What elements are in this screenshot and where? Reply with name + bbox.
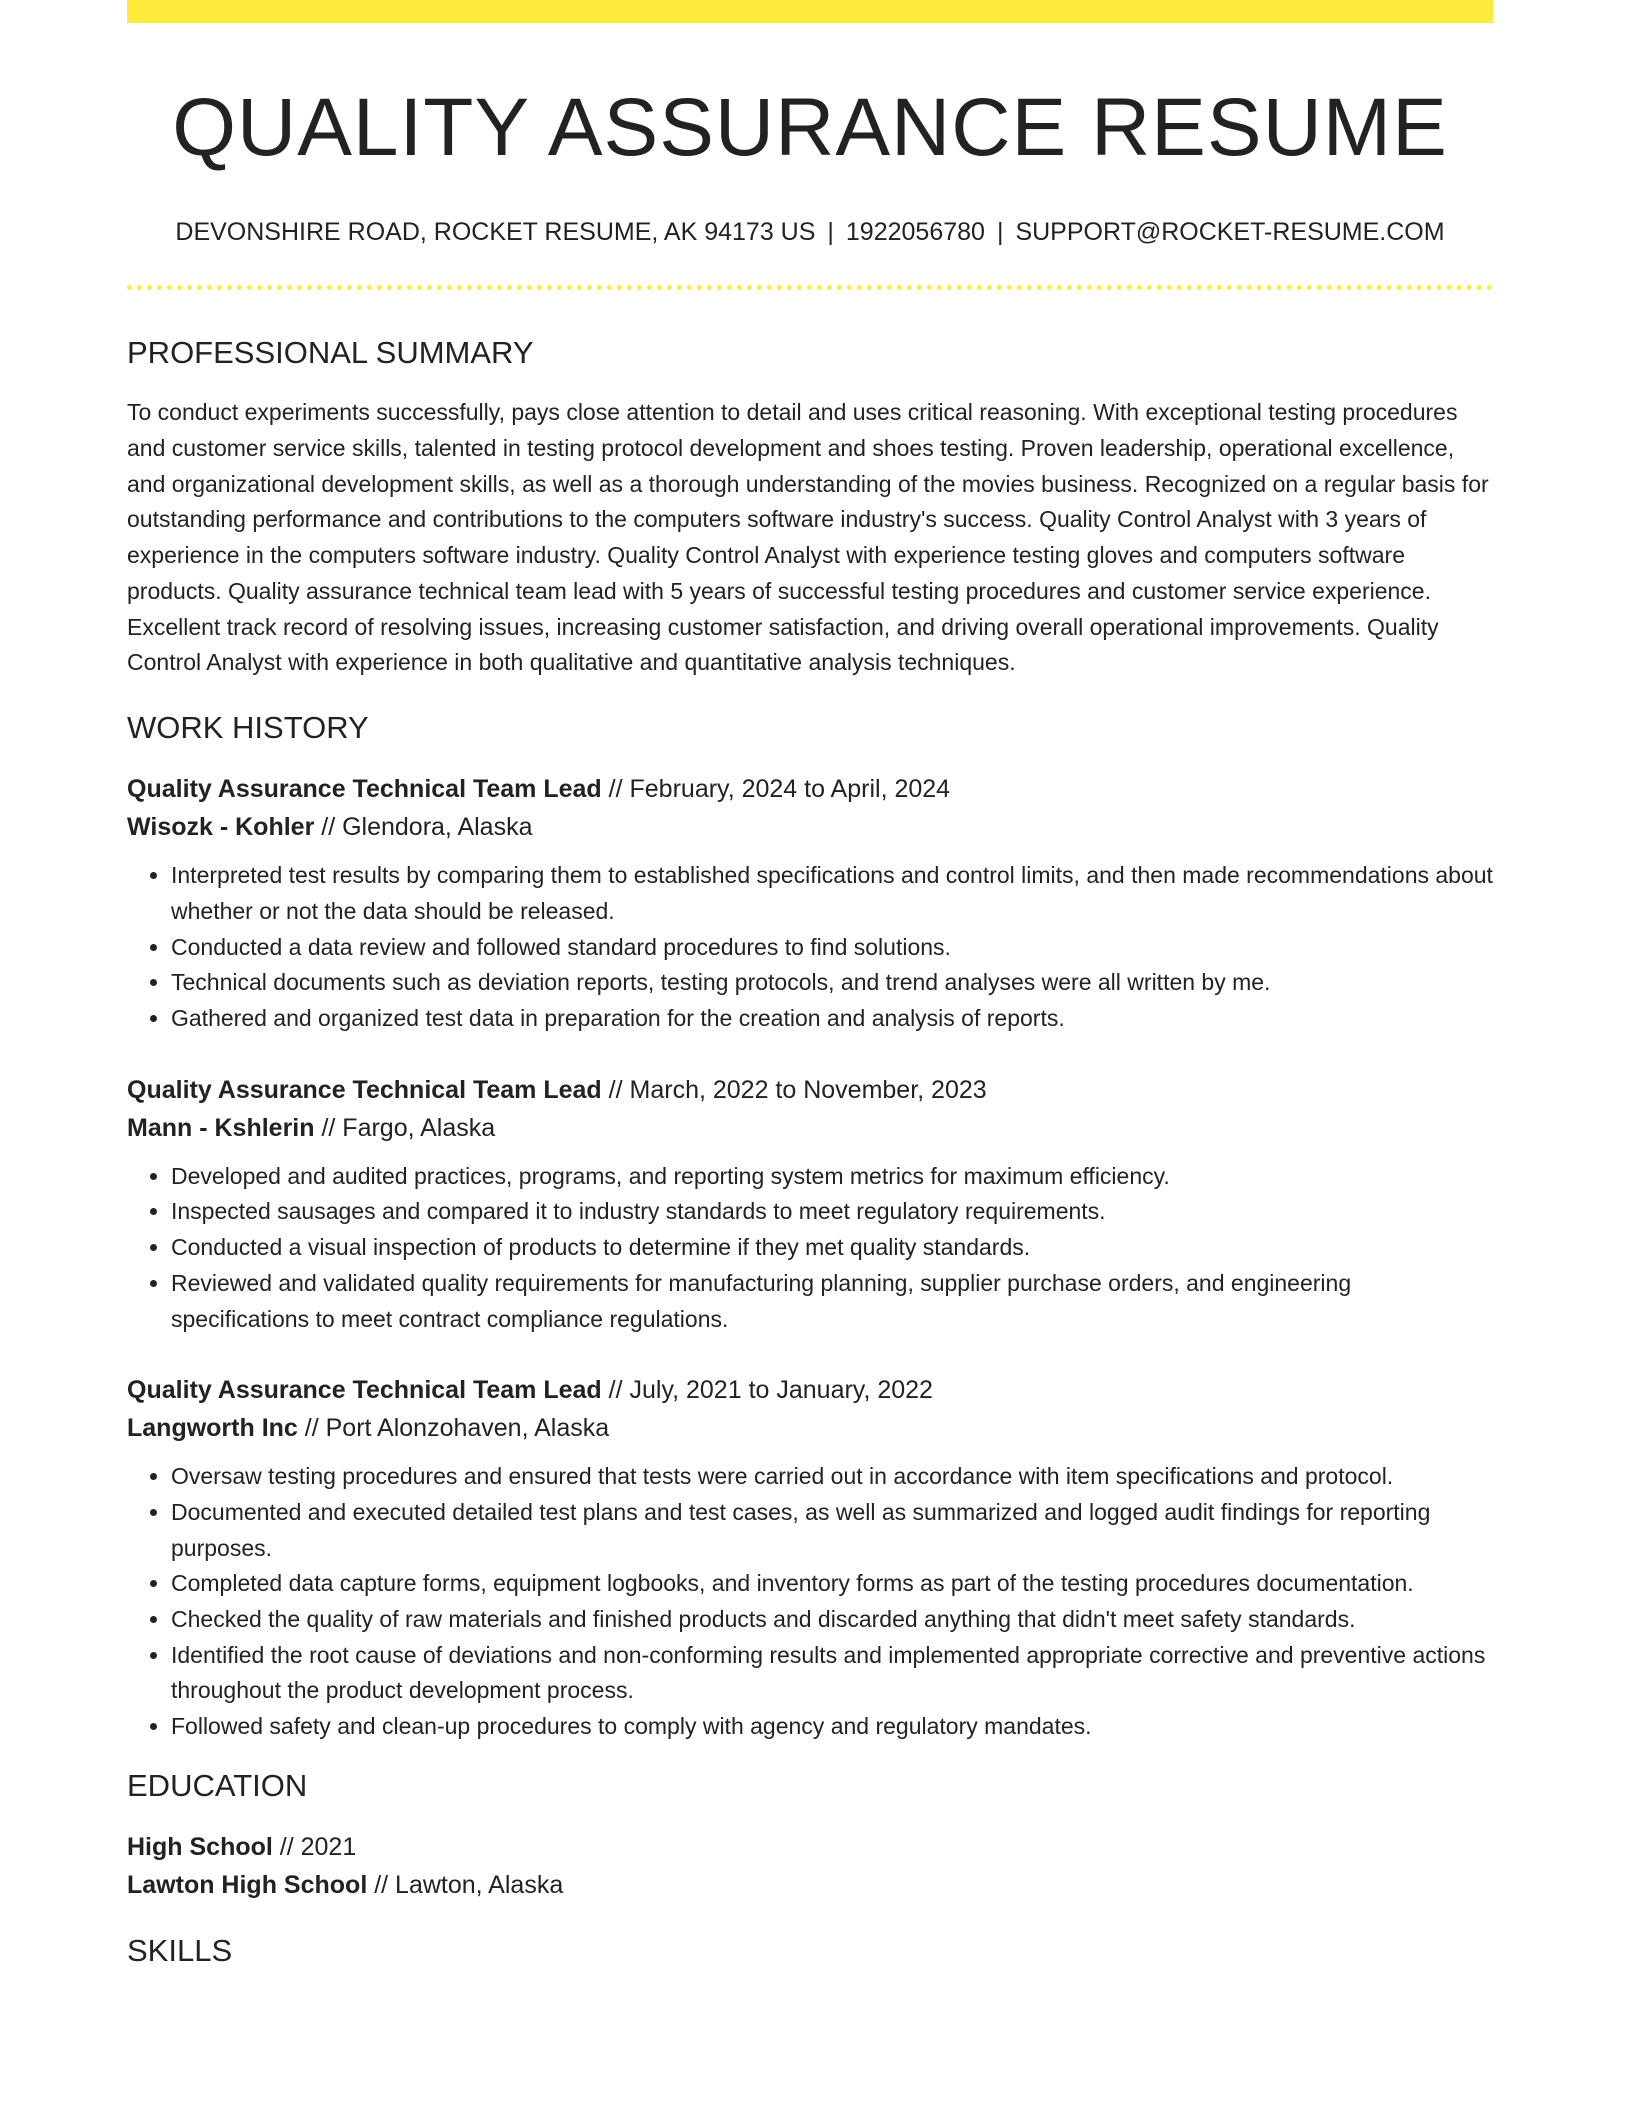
- job-dates: // February, 2024 to April, 2024: [608, 775, 951, 804]
- job-company-line: [127, 1409, 1493, 1447]
- job-bullet: • Interpreted test results by comparing them to established specifications and control limits, and then made recommendations about whether or not the data should be released.: [171, 858, 1493, 929]
- job-bullet: • Reviewed and validated quality requirements for manufacturing planning, supplier purchase orders, and engineering specifications to meet contract compliance regulations.: [171, 1266, 1493, 1337]
- job-title: Quality Assurance Technical Team Lead: [127, 775, 602, 804]
- contact-separator: |: [827, 218, 834, 247]
- resume-page: [127, 0, 1493, 1969]
- job-location: // Glendora, Alaska: [321, 813, 533, 842]
- job-location: // Port Alonzohaven, Alaska: [304, 1414, 610, 1443]
- job-company: Langworth Inc: [127, 1414, 298, 1443]
- job-bullets: [127, 1459, 1493, 1745]
- resume-title: QUALITY ASSURANCE RESUME: [172, 82, 1448, 173]
- job-entry: [127, 770, 1493, 1037]
- job-title: Quality Assurance Technical Team Lead: [127, 1376, 602, 1405]
- job-title-line: [127, 1071, 1493, 1109]
- job-bullet: • Completed data capture forms, equipment logbooks, and inventory forms as part of the testing procedures documentation.: [171, 1566, 1493, 1602]
- job-dates: // March, 2022 to November, 2023: [608, 1075, 987, 1104]
- job-bullet: • Inspected sausages and compared it to industry standards to meet regulatory requirements.: [171, 1194, 1493, 1230]
- accent-bar: [127, 0, 1493, 23]
- job-bullet: • Conducted a data review and followed standard procedures to find solutions.: [171, 930, 1493, 966]
- job-entry: [127, 1371, 1493, 1745]
- job-company-line: [127, 808, 1493, 846]
- education-entry: [127, 1828, 1493, 1904]
- section-heading-summary: PROFESSIONAL SUMMARY: [127, 335, 534, 371]
- job-bullets: [127, 1159, 1493, 1338]
- job-title: Quality Assurance Technical Team Lead: [127, 1075, 602, 1104]
- job-title-line: [127, 1371, 1493, 1409]
- job-bullet: • Technical documents such as deviation reports, testing protocols, and trend analyses were all written by me.: [171, 965, 1493, 1001]
- education-school: Lawton High School: [127, 1871, 368, 1900]
- contact-separator: |: [996, 218, 1004, 247]
- education-degree: High School: [127, 1833, 273, 1862]
- contact-address: DEVONSHIRE ROAD, ROCKET RESUME, AK 94173 US: [175, 218, 816, 247]
- job-dates: // July, 2021 to January, 2022: [608, 1376, 933, 1405]
- job-company-line: [127, 1109, 1493, 1147]
- job-location: // Fargo, Alaska: [321, 1113, 496, 1142]
- job-company: Mann - Kshlerin: [127, 1113, 315, 1142]
- job-entry: [127, 1071, 1493, 1338]
- education-location: // Lawton, Alaska: [374, 1871, 564, 1900]
- job-bullet: • Identified the root cause of deviations and non-conforming results and implemented appropriate corrective and preventive actions throughout the product development process.: [171, 1638, 1493, 1709]
- section-heading-skills: SKILLS: [127, 1933, 233, 1969]
- section-heading-work-history: WORK HISTORY: [127, 710, 369, 745]
- job-bullet: • Checked the quality of raw materials and finished products and discarded anything that didn't meet safety standards.: [171, 1602, 1493, 1638]
- education-year: // 2021: [279, 1833, 357, 1862]
- contact-line: [127, 217, 1493, 247]
- dotted-divider: [127, 285, 1493, 290]
- education-degree-line: [127, 1828, 1493, 1866]
- job-bullet: • Conducted a visual inspection of products to determine if they met quality standards.: [171, 1230, 1493, 1266]
- section-heading-education: EDUCATION: [127, 1767, 308, 1803]
- job-bullet: • Oversaw testing procedures and ensured that tests were carried out in accordance with item specifications and protocol.: [171, 1459, 1493, 1495]
- job-bullet: • Followed safety and clean-up procedures to comply with agency and regulatory mandates.: [171, 1709, 1493, 1745]
- job-bullet: • Developed and audited practices, programs, and reporting system metrics for maximum efficiency.: [171, 1159, 1493, 1195]
- contact-phone: 1922056780: [845, 218, 985, 247]
- job-bullet: • Documented and executed detailed test plans and test cases, as well as summarized and logged audit findings for reporting purposes.: [171, 1495, 1493, 1566]
- contact-email: SUPPORT@ROCKET-RESUME.COM: [1015, 218, 1445, 247]
- job-bullet: • Gathered and organized test data in preparation for the creation and analysis of reports.: [171, 1001, 1493, 1037]
- job-company: Wisozk - Kohler: [127, 813, 315, 842]
- job-bullets: [127, 858, 1493, 1037]
- summary-text: To conduct experiments successfully, pays close attention to detail and uses critical reasoning. With exceptional testing procedures and customer service skills, talented in testing protocol development and shoes testing. Proven leadership, operational excellence, and organizational development skills, as well as a thorough understanding of the movies business. Recognized on a regular basis for outstanding performance and contributions to the computers software industry's success. Quality Control Analyst with 3 years of experience in the computers software industry. Quality Control Analyst with experience testing gloves and computers software products. Quality assurance technical team lead with 5 years of successful testing procedures and customer service experience. Excellent track record of resolving issues, increasing customer satisfaction, and driving overall operational improvements. Quality Control Analyst with experience in both qualitative and quantitative analysis techniques.: [127, 399, 1489, 676]
- education-school-line: [127, 1866, 1493, 1904]
- job-title-line: [127, 770, 1493, 808]
